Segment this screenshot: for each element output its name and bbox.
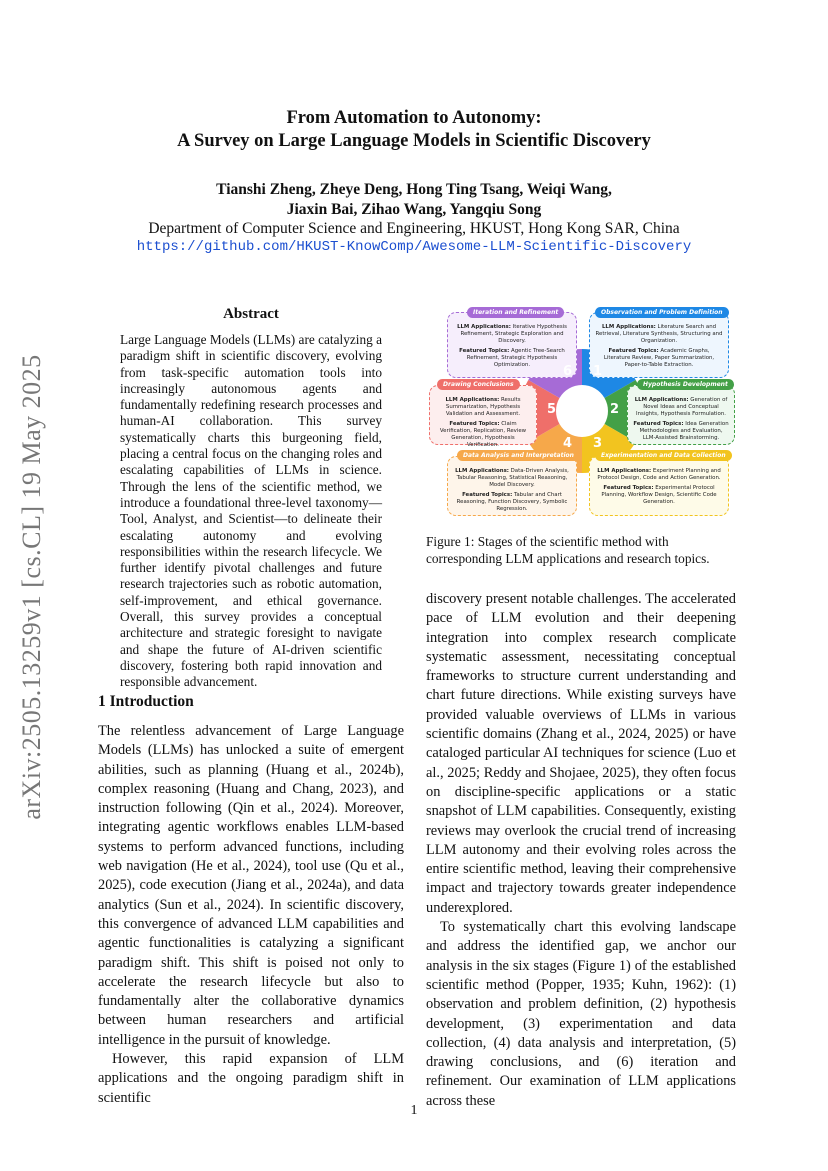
stage-3-title: Experimentation and Data Collection xyxy=(595,450,732,461)
stage-2-apps: LLM Applications: Generation of Novel Ideas and Conceptual Insights, Hypothesis Formulation. xyxy=(634,397,728,417)
intro-paragraph-3: discovery present notable challenges. The accelerated pace of LLM evolution and their deepening integration into complex research complicate systematic assessment, necessitating conceptual frameworks to structure current understanding and chart future directions. While existing surveys have provided valuable overviews of LLMs in various scientific domains (Zhang et al., 2024, 2025) or have cataloged particular AI techniques for science (Luo et al., 2025; Reddy and Shojaee, 2025), they often focus on discipline-specific applications or a static snapshot of LLM capabilities. Consequently, existing reviews may overlook the crucial trend of increasing LLM autonomy and their evolving roles across the entire scientific method, leaving their comprehensive impact and trajectory towards greater independence underexplored. xyxy=(426,591,736,916)
intro-paragraph-2: However, this rapid expansion of LLM applications and the ongoing paradigm shift in scientific xyxy=(98,1051,404,1106)
stage-3-apps: LLM Applications: Experiment Planning and Protocol Design, Code and Action Generation. xyxy=(597,468,721,481)
stage-5-topics: Featured Topics: Claim Verification, Replication, Review Generation, Hypothesis Verification. xyxy=(439,421,527,448)
stage-4-topics: Featured Topics: Tabular and Chart Reasoning, Function Discovery, Symbolic Regression. xyxy=(456,492,568,512)
paper-title-line-2: A Survey on Large Language Models in Scientific Discovery xyxy=(177,131,651,151)
figure-1-caption: Figure 1: Stages of the scientific method with corresponding LLM applications and research topics. xyxy=(426,534,710,566)
stage-6-title: Iteration and Refinement xyxy=(467,307,564,318)
stage-4-card xyxy=(447,456,577,516)
authors-line-1: Tianshi Zheng, Zheye Deng, Hong Ting Tsang, Weiqi Wang, xyxy=(216,181,612,198)
section-introduction-heading: 1 Introduction xyxy=(98,693,194,710)
stage-2-card xyxy=(627,385,735,445)
stage-3-card xyxy=(589,456,729,516)
stage-1-title: Observation and Problem Definition xyxy=(595,307,729,318)
arxiv-identifier: arXiv:2505.13259v1 [cs.CL] 19 May 2025 xyxy=(17,354,46,820)
stage-1-topics: Featured Topics: Academic Graphs, Literature Review, Paper Summarization, Paper-to-Table Extraction. xyxy=(603,348,715,368)
stage-2-topics: Featured Topics: Idea Generation Methodologies and Evaluation, LLM-Assisted Brainstorming. xyxy=(633,421,729,441)
stage-5-card xyxy=(429,385,537,448)
stage-4-number: 4 xyxy=(563,436,573,451)
authors-line-2: Jiaxin Bai, Zihao Wang, Yangqiu Song xyxy=(286,201,542,218)
abstract-heading: Abstract xyxy=(223,306,279,322)
page-number: 1 xyxy=(410,1103,418,1118)
stage-6-topics: Featured Topics: Agentic Tree-Search Refinement, Strategic Hypothesis Optimization. xyxy=(459,348,565,368)
stage-5-number: 5 xyxy=(547,402,557,417)
stage-1-number: 1 xyxy=(593,364,603,379)
stage-3-topics: Featured Topics: Experimental Protocol Planning, Workflow Design, Scientific Code Generation. xyxy=(601,485,717,505)
intro-paragraph-4: To systematically chart this evolving landscape and address the identified gap, we anchor our analysis in the six stages (Figure 1) of the established scientific method (Popper, 1935; Kuhn, 1962): (1) observation and problem definition, (2) hypothesis development, (3) experimentation and data collection, (4) data analysis and interpretation, (5) drawing conclusions, and (6) iteration and refinement. Our examination of LLM applications across these xyxy=(426,919,736,1109)
intro-right-column xyxy=(426,590,736,1111)
stage-1-card xyxy=(589,312,729,378)
intro-left-column xyxy=(98,722,404,1108)
stage-2-title: Hypothesis Development xyxy=(637,379,734,390)
intro-paragraph-1: The relentless advancement of Large Language Models (LLMs) has unlocked a suite of emergent abilities, such as planning (Huang et al., 2024b), complex reasoning (Huang and Chang, 2023), and instruction following (Qin et al., 2024). Moreover, integrating agentic workflows enables LLM-based systems to perform advanced functions, including web navigation (He et al., 2024), tool use (Qu et al., 2025), code execution (Jiang et al., 2024a), and data analytics (Sun et al., 2024). In scientific discovery, this convergence of advanced LLM capabilities and agentic functionalities is catalyzing a significant paradigm shift. This shift is poised not only to accelerate the research lifecycle but also to fundamentally alter the collaborative dynamics between human researchers and artificial intelligence in the pursuit of knowledge. xyxy=(98,723,404,1048)
stage-6-apps: LLM Applications: Iterative Hypothesis Refinement, Strategic Exploration and Discovery. xyxy=(457,324,567,344)
stage-4-title: Data Analysis and Interpretation xyxy=(457,450,580,461)
stage-4-apps: LLM Applications: Data-Driven Analysis, Tabular Reasoning, Statistical Reasoning, Model Discovery. xyxy=(455,468,569,488)
stage-6-number: 6 xyxy=(563,364,573,379)
repository-link[interactable]: https://github.com/HKUST-KnowComp/Awesome-LLM-Scientific-Discovery xyxy=(136,239,692,255)
stage-1-apps: LLM Applications: Literature Search and Retrieval, Literature Synthesis, Structuring and Organization. xyxy=(595,324,723,344)
stage-5-title: Drawing Conclusions xyxy=(437,379,520,390)
stage-5-apps: LLM Applications: Results Summarization, Hypothesis Validation and Assessment. xyxy=(445,397,521,417)
stage-2-number: 2 xyxy=(610,402,620,417)
paper-title-line-1: From Automation to Autonomy: xyxy=(286,108,542,128)
stage-3-number: 3 xyxy=(593,436,603,451)
abstract-body: Large Language Models (LLMs) are catalyzing a paradigm shift in scientific discovery, evolving from task-specific automation tools into increasingly autonomous agents and fundamentally redefining research processes and human-AI collaboration. This survey systematically charts this burgeoning field, placing a central focus on the changing roles and escalating capabilities of LLMs in science. Through the lens of the scientific method, we introduce a foundational three-level taxonomy—Tool, Analyst, and Scientist—to delineate their escalating autonomy and evolving responsibilities within the research lifecycle. We further identify pivotal challenges and future research trajectories such as robotic automation, self-improvement, and ethical governance. Overall, this survey provides a conceptual architecture and strategic foresight to navigate and shape the future of AI-driven scientific discovery, fostering both rapid innovation and responsible advancement. xyxy=(120,332,382,690)
affiliation: Department of Computer Science and Engineering, HKUST, Hong Kong SAR, China xyxy=(148,220,680,237)
stage-6-card xyxy=(447,312,577,378)
scientific-method-figure xyxy=(427,306,737,528)
